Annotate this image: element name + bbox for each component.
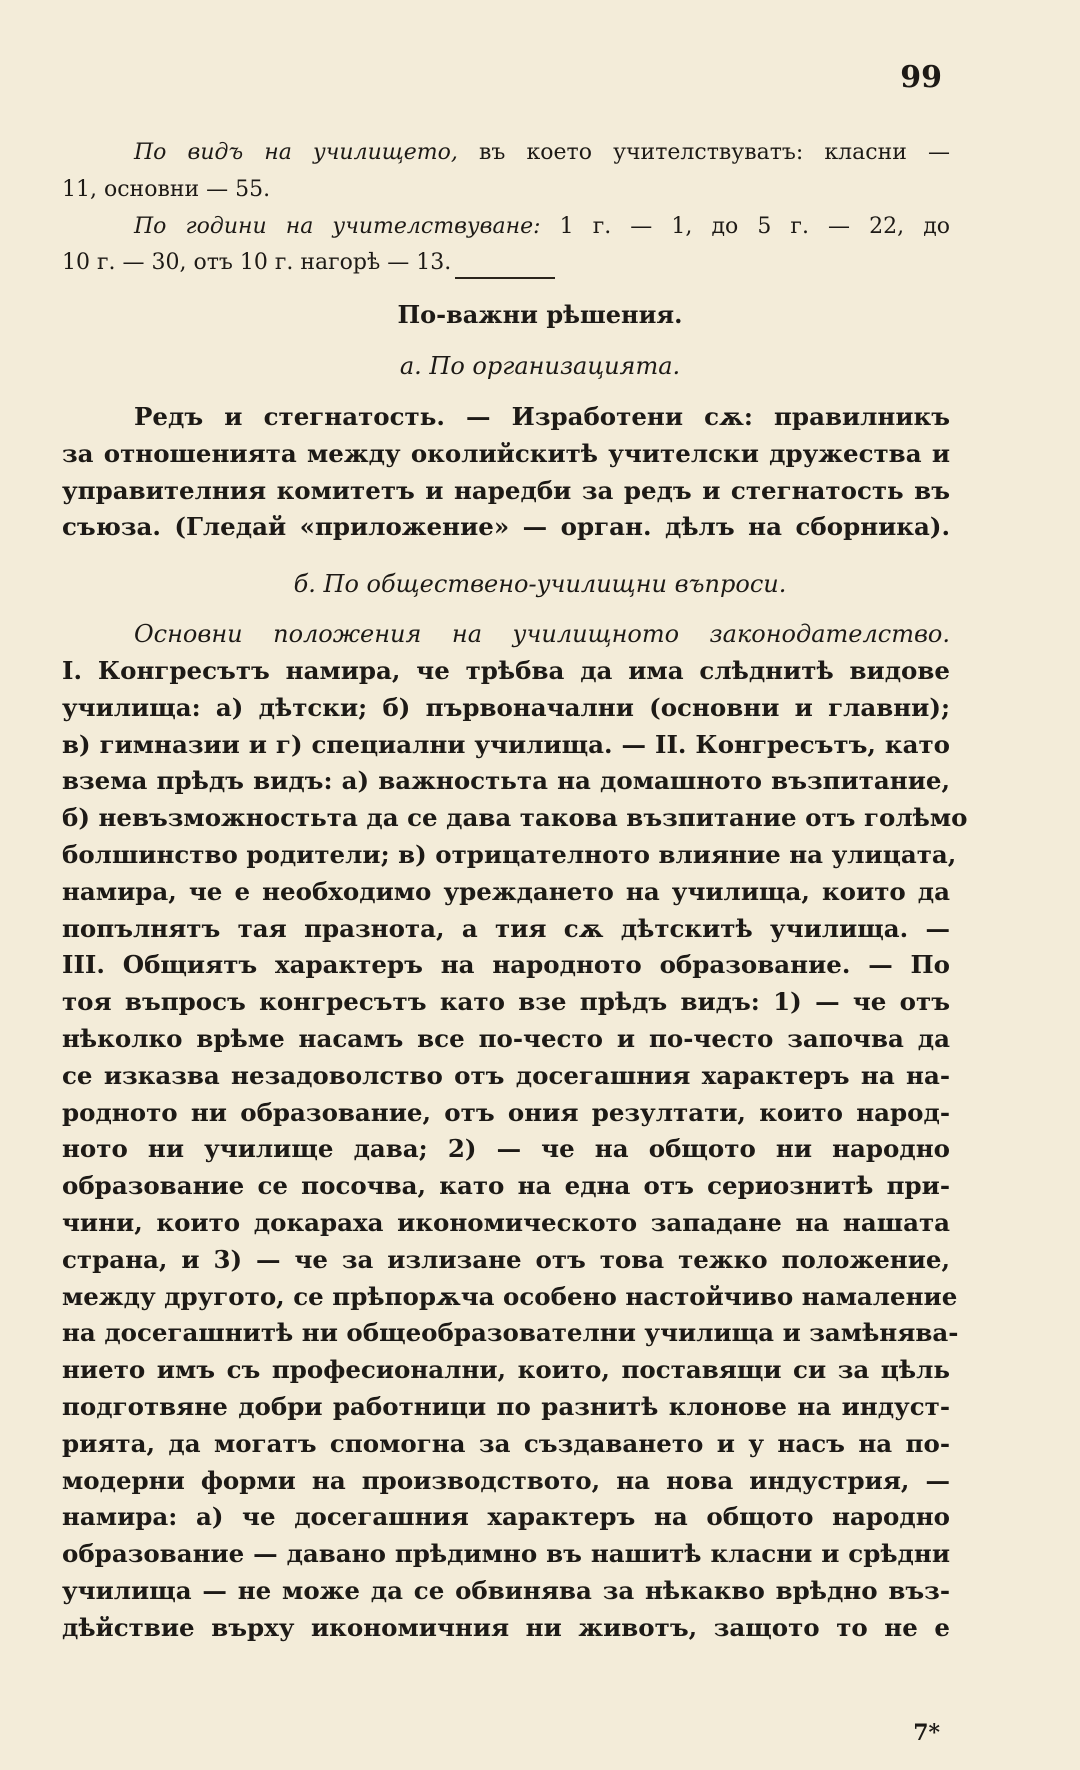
text-line: тоя въпросъ конгресътъ като взе прѣдъ видъ: 1) — че отъ — [62, 987, 950, 1017]
text-span: 1 г. — 1, до 5 г. — 22, до — [540, 213, 950, 239]
text-line: училища: а) дѣтски; б) първоначални (основни и главни); — [62, 692, 950, 722]
italic-phrase: По години на учителствуване: — [134, 213, 541, 239]
top-paragraphs — [62, 136, 950, 283]
text-span: въ което учителствуватъ: класни — — [457, 140, 951, 165]
subsection-b-title: б. По обществено-училищни въпроси. — [293, 570, 787, 598]
text-line: родното ни образование, отъ ония резултати, които народ- — [62, 1097, 950, 1127]
text-line: рията, да могатъ спомогна за създаването и у насъ на по- — [62, 1428, 950, 1458]
text-line: 11, основни — 55. — [62, 176, 271, 202]
text-line: попълнятъ тая празнота, а тия сѫ дѣтскитѣ училища. — — [62, 913, 950, 943]
text-line: ното ни училище дава; 2) — че на общото ни народно — [62, 1134, 950, 1164]
text-line: б) невъзможностьта да се дава такова възпитание отъ голѣмо — [62, 803, 968, 833]
text-line: между другото, се прѣпорѫча особено настойчиво намаление — [62, 1281, 958, 1311]
text-line: нѣколко врѣме насамъ все по-често и по-често започва да — [62, 1023, 950, 1053]
signature-mark: 7* — [913, 1720, 940, 1746]
text-line: се изказва незадоволство отъ досегашния характеръ на на- — [62, 1060, 950, 1090]
text-line: взема прѣдъ видъ: а) важностьта на домашното възпитание, — [62, 766, 950, 796]
text-line: модерни форми на производството, на нова индустрия, — — [62, 1465, 950, 1495]
text-line: съюза. (Гледай «приложение» — орган. дѣлъ на сборника). — [62, 512, 950, 542]
text-line: Редъ и стегнатость. — Изработени сѫ: правилникъ — [134, 402, 950, 431]
text-line: на досегашнитѣ ни общеобразователни училища и замѣнява- — [62, 1318, 959, 1348]
text-line: чини, които докараха икономическото западане на нашата — [62, 1207, 950, 1237]
text-line: страна, и 3) — че за излизане отъ това тежко положение, — [62, 1244, 950, 1274]
italic-phrase: По видъ на училището, — [134, 140, 458, 165]
section-divider — [455, 277, 555, 279]
subsection-b-subtitle: Основни положения на училищното законодателство. — [134, 620, 950, 648]
text-line: училища — не може да се обвинява за нѣкакво врѣдно въз- — [62, 1575, 950, 1605]
text-line — [62, 210, 950, 247]
text-line: дѣйствие върху икономичния ни животъ, защото то не е — [62, 1612, 950, 1642]
text-line: намира, че е необходимо уреждането на училища, които да — [62, 876, 950, 906]
text-line: подготвяне добри работници по разнитѣ клонове на индуст- — [62, 1391, 950, 1421]
text-line: образование — давано прѣдимно въ нашитѣ класни и срѣдни — [62, 1539, 950, 1569]
text-line: за отношенията между околийскитѣ учителски дружества и — [62, 438, 950, 468]
text-line: нието имъ съ професионални, които, поставящи си за цѣль — [62, 1355, 950, 1385]
text-line: управителния комитетъ и наредби за редъ и стегнатость въ — [62, 475, 950, 505]
text-line: I. Конгресътъ намира, че трѣбва да има слѣднитѣ видове — [62, 656, 950, 685]
text-line: образование се посочва, като на една отъ сериознитѣ при- — [62, 1171, 950, 1201]
subsection-a-title: а. По организацията. — [399, 352, 681, 380]
text-line: 10 г. — 30, отъ 10 г. нагорѣ — 13. — [62, 250, 452, 276]
section-heading: По-важни рѣшения. — [397, 300, 683, 329]
paragraph-b — [62, 653, 968, 1647]
text-line: намира: а) че досегашния характеръ на общото народно — [62, 1502, 950, 1532]
page-number: 99 — [900, 60, 942, 95]
text-line — [62, 136, 950, 173]
text-line: в) гимназии и г) специални училища. — II. Конгресътъ, като — [62, 729, 950, 759]
paragraph-a — [62, 399, 950, 546]
text-line: III. Общиятъ характеръ на народното образование. — По — [62, 950, 950, 980]
text-line: болшинство родители; в) отрицателното влияние на улицата, — [62, 839, 957, 869]
